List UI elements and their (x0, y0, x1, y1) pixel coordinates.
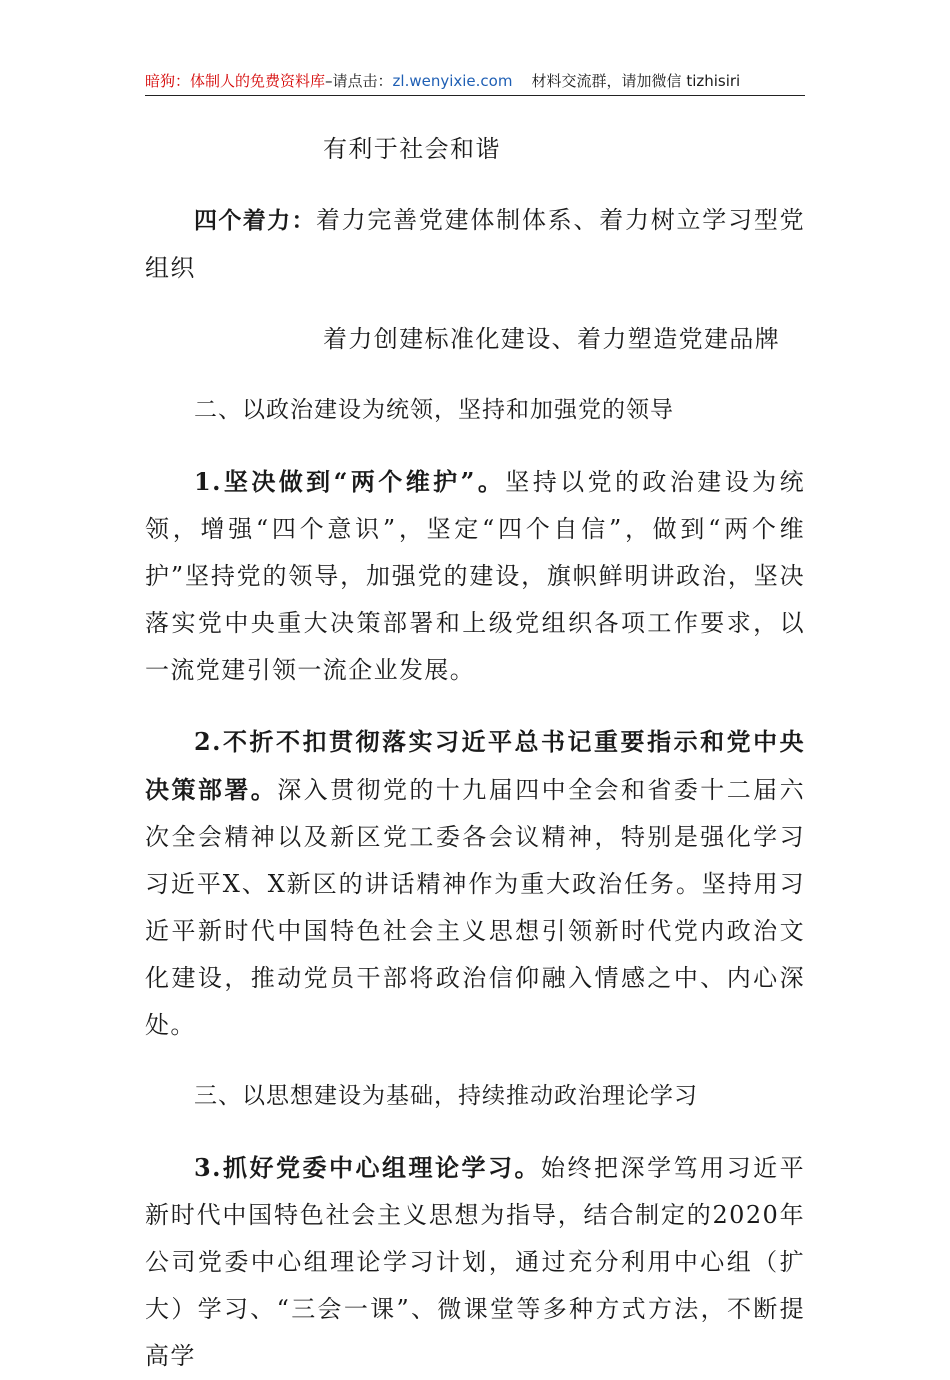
header-url-link[interactable]: zl.wenyixie.com (392, 72, 513, 90)
item-1-text: 坚持以党的政治建设为统领，增强“四个意识”，坚定“四个自信”，做到“两个维护”坚持党的领导，加强党的建设，旗帜鲜明讲政治，坚决落实党中央重大决策部署和上级党组织各项工作要求，以一流党建引领一流企业发展。 (145, 468, 805, 684)
item-2-text: 深入贯彻党的十九届四中全会和省委十二届六次全会精神以及新区党工委各会议精神，特别是强化学习习近平X、X新区的讲话精神作为重大政治任务。坚持用习近平新时代中国特色社会主义思想引领新时代党内政治文化建设，推动党员干部将政治信仰融入情感之中、内心深处。 (145, 776, 806, 1039)
header-click-prompt: –请点击： (325, 72, 393, 90)
four-focus-paragraph (145, 197, 805, 292)
four-focus-continuation: 着力创建标准化建设、着力塑造党建品牌 (323, 325, 781, 353)
line-harmony: 有利于社会和谐 (323, 135, 501, 163)
item-3-title: 3.抓好党委中心组理论学习。 (194, 1153, 542, 1182)
item-3-text: 始终把深学笃用习近平新时代中国特色社会主义思想为指导，结合制定的2020年公司党委中心组理论学习计划，通过充分利用中心组（扩大）学习、“三会一课”、微课堂等多种方式方法，不断提高学 (145, 1154, 806, 1370)
item-1-paragraph (145, 458, 805, 694)
item-2-title: 2.不折不扣贯彻落实习近平总书记重要指示和党中央决策部署。 (145, 727, 805, 804)
four-focus-text: 着力完善党建体制体系、着力树立学习型党组织 (145, 206, 805, 282)
item-1-title: 1.坚决做到“两个维护”。 (194, 467, 506, 496)
document-body (145, 126, 805, 1380)
page-header (145, 68, 805, 94)
header-divider (145, 95, 805, 96)
four-focus-label: 四个着力： (194, 208, 316, 234)
item-2-paragraph (145, 718, 805, 1049)
item-3-paragraph (145, 1144, 805, 1380)
section-2-heading: 二、以政治建设为统领，坚持和加强党的领导 (194, 397, 674, 423)
header-brand: 暗狗：体制人的免费资料库 (145, 72, 326, 90)
header-wechat-note: 材料交流群，请加微信 tizhisiri (531, 72, 741, 90)
section-3-heading: 三、以思想建设为基础，持续推动政治理论学习 (194, 1083, 698, 1109)
